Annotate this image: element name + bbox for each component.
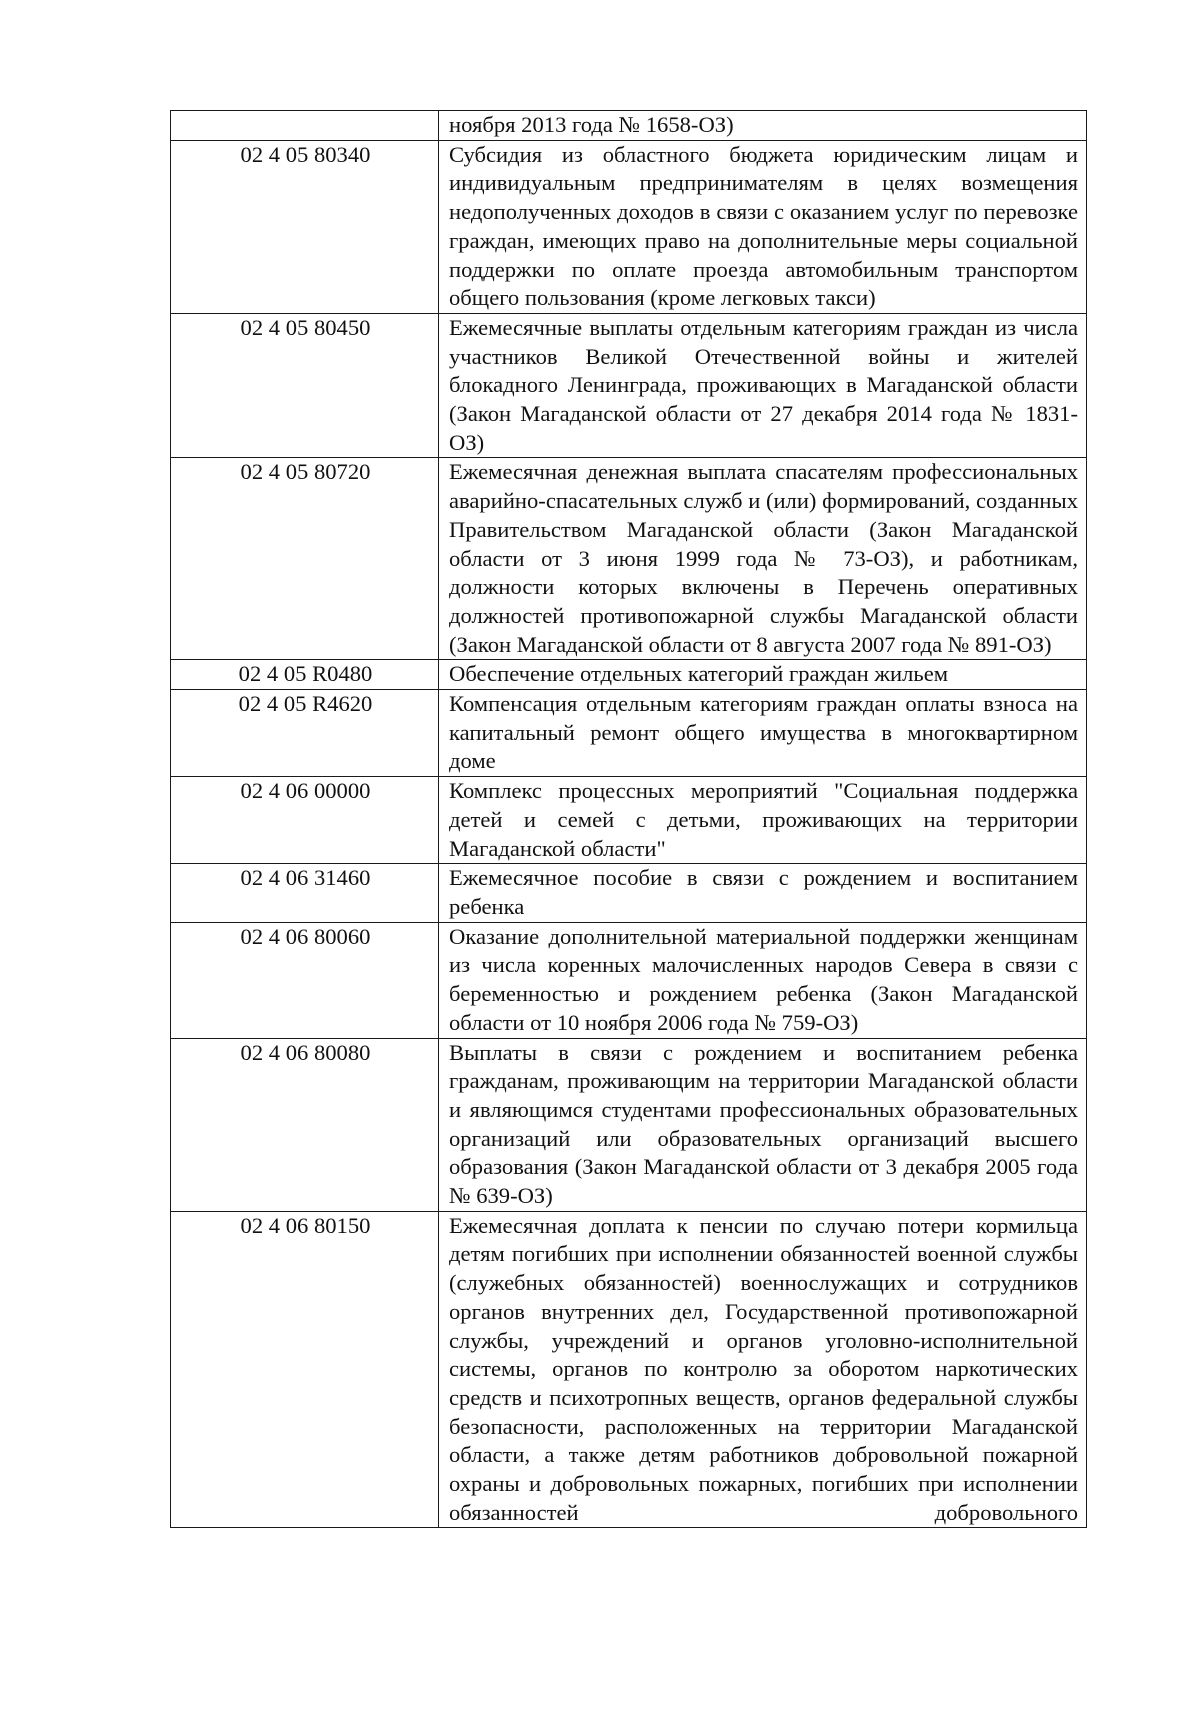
table-row	[171, 1211, 1087, 1528]
table-row	[171, 864, 1087, 922]
table-row	[171, 458, 1087, 660]
code-cell: 02 4 05 80720	[171, 458, 439, 660]
code-cell: 02 4 05 R0480	[171, 660, 439, 690]
description-cell: Субсидия из областного бюджета юридическим лицам и индивидуальным предпринимателям в целях возмещения недополученных доходов в связи с оказанием услуг по перевозке граждан, имеющих право на дополнительные меры социальной поддержки по оплате проезда автомобильным транспортом общего пользования (кроме легковых такси)	[439, 140, 1087, 313]
description-cell: ноября 2013 года № 1658-ОЗ)	[439, 111, 1087, 141]
description-cell: Ежемесячное пособие в связи с рождением и воспитанием ребенка	[439, 864, 1087, 922]
code-cell: 02 4 06 80060	[171, 922, 439, 1038]
table-row	[171, 1038, 1087, 1211]
budget-classification-table	[170, 110, 1087, 1528]
code-cell: 02 4 05 R4620	[171, 690, 439, 777]
description-cell: Обеспечение отдельных категорий граждан жильем	[439, 660, 1087, 690]
table-row	[171, 777, 1087, 864]
description-cell: Компенсация отдельным категориям граждан оплаты взноса на капитальный ремонт общего имущества в многоквартирном доме	[439, 690, 1087, 777]
table-row	[171, 690, 1087, 777]
table-row	[171, 660, 1087, 690]
code-cell: 02 4 05 80450	[171, 313, 439, 458]
code-cell	[171, 111, 439, 141]
table-row	[171, 922, 1087, 1038]
code-cell: 02 4 06 80150	[171, 1211, 439, 1528]
code-cell: 02 4 06 31460	[171, 864, 439, 922]
description-cell: Ежемесячная доплата к пенсии по случаю потери кормильца детям погибших при исполнении обязанностей военной службы (служебных обязанностей) военнослужащих и сотрудников органов внутренних дел, Государственной противопожарной службы, учреждений и органов уголовно-исполнительной системы, органов по контролю за оборотом наркотических средств и психотропных веществ, органов федеральной службы безопасности, расположенных на территории Магаданской области, а также детям работников добровольной пожарной охраны и добровольных пожарных, погибших при исполнении обязанностей добровольного	[439, 1211, 1087, 1528]
description-cell: Выплаты в связи с рождением и воспитанием ребенка гражданам, проживающим на территории Магаданской области и являющимся студентами профессиональных образовательных организаций или образовательных организаций высшего образования (Закон Магаданской области от 3 декабря 2005 года № 639-ОЗ)	[439, 1038, 1087, 1211]
description-cell: Ежемесячные выплаты отдельным категориям граждан из числа участников Великой Отечественной войны и жителей блокадного Ленинграда, проживающих в Магаданской области (Закон Магаданской области от 27 декабря 2014 года № 1831-ОЗ)	[439, 313, 1087, 458]
code-cell: 02 4 05 80340	[171, 140, 439, 313]
table-row	[171, 111, 1087, 141]
code-cell: 02 4 06 80080	[171, 1038, 439, 1211]
description-cell: Ежемесячная денежная выплата спасателям профессиональных аварийно-спасательных служб и (или) формирований, созданных Правительством Магаданской области (Закон Магаданской области от 3 июня 1999 года № 73-ОЗ), и работникам, должности которых включены в Перечень оперативных должностей противопожарной службы Магаданской области (Закон Магаданской области от 8 августа 2007 года № 891-ОЗ)	[439, 458, 1087, 660]
table-row	[171, 313, 1087, 458]
code-cell: 02 4 06 00000	[171, 777, 439, 864]
description-cell: Оказание дополнительной материальной поддержки женщинам из числа коренных малочисленных народов Севера в связи с беременностью и рождением ребенка (Закон Магаданской области от 10 ноября 2006 года № 759-ОЗ)	[439, 922, 1087, 1038]
description-cell: Комплекс процессных мероприятий "Социальная поддержка детей и семей с детьми, проживающих на территории Магаданской области"	[439, 777, 1087, 864]
table-row	[171, 140, 1087, 313]
